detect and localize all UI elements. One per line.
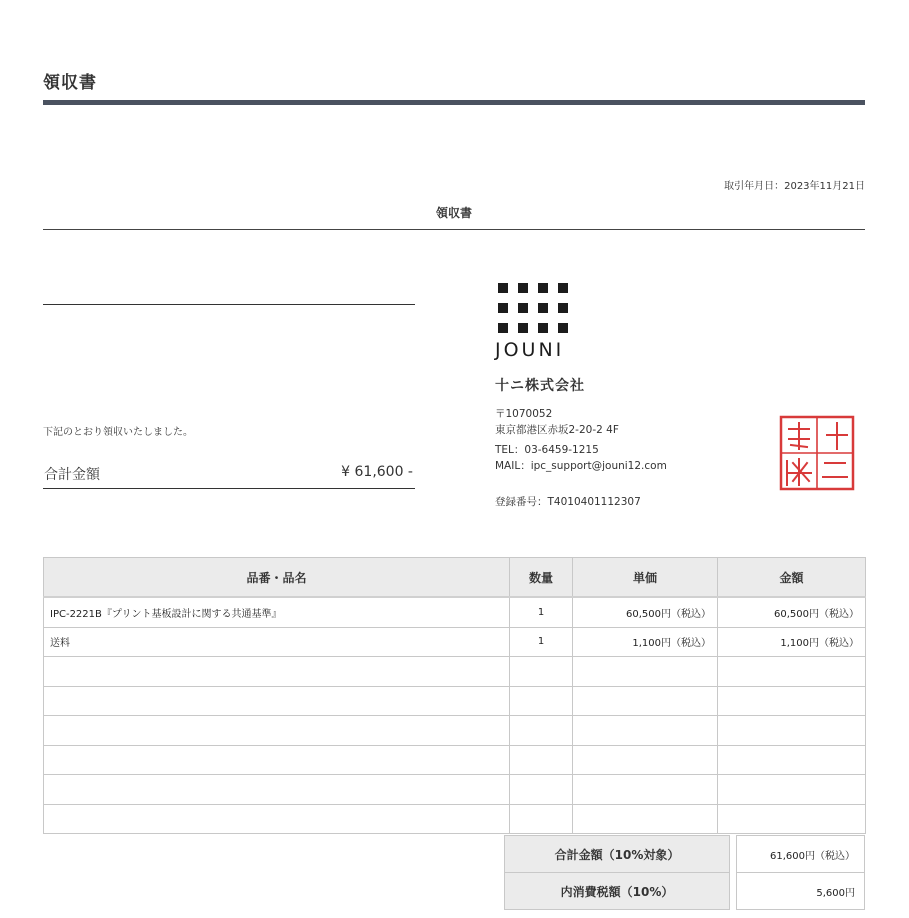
column-header-unit-price: 単価 (573, 558, 718, 598)
company-phone: TEL：03-6459-1215 (495, 444, 599, 456)
column-header-amount: 金額 (718, 558, 866, 598)
table-row (44, 597, 866, 627)
item-qty: 1 (510, 627, 573, 657)
item-amount: 1,100円（税込） (718, 627, 866, 657)
item-unit-price: 1,100円（税込） (573, 627, 718, 657)
heading-divider (43, 100, 865, 105)
item-amount: 60,500円（税込） (718, 597, 866, 627)
total-amount-label: 合計金額 (44, 467, 100, 483)
postal-code: 〒1070052 (495, 408, 553, 420)
transaction-date: 取引年月日：2023年11月21日 (724, 181, 865, 192)
recipient-name-line (43, 304, 415, 305)
summary-total-label: 合計金額（10%対象） (505, 836, 730, 873)
company-logo (495, 283, 575, 360)
item-qty: 1 (510, 597, 573, 627)
receipt-notice: 下記のとおり領収いたしました。 (43, 427, 193, 438)
table-header-row (44, 558, 866, 598)
company-seal-icon (779, 415, 855, 491)
empty-table-row (44, 686, 866, 716)
empty-table-row (44, 716, 866, 746)
registration-number: 登録番号：T4010401112307 (495, 496, 641, 508)
items-table (43, 557, 866, 834)
empty-table-row (44, 657, 866, 687)
item-name: IPC-2221B『プリント基板設計に関する共通基準』 (44, 597, 510, 627)
document-title: 領収書 (435, 206, 472, 220)
summary-total-value: 61,600円（税込） (737, 836, 865, 873)
company-address: 東京都港区赤坂2-20-2 4F (495, 424, 619, 436)
company-name: 十ニ株式会社 (495, 378, 585, 394)
summary-total-row (505, 836, 865, 873)
company-email: MAIL：ipc_support@jouni12.com (495, 460, 667, 472)
column-header-item: 品番・品名 (44, 558, 510, 598)
table-row (44, 627, 866, 657)
page-heading: 領収書 (43, 73, 97, 93)
logo-grid-icon (498, 283, 575, 333)
total-amount-underline (43, 488, 415, 489)
column-header-qty: 数量 (510, 558, 573, 598)
empty-table-row (44, 804, 866, 834)
summary-tax-row (505, 873, 865, 910)
summary-tax-value: 5,600円 (737, 873, 865, 910)
empty-table-row (44, 775, 866, 805)
summary-table (504, 835, 865, 910)
logo-wordmark: JOUNI (495, 339, 565, 361)
item-unit-price: 60,500円（税込） (573, 597, 718, 627)
empty-table-row (44, 745, 866, 775)
item-name: 送料 (44, 627, 510, 657)
summary-tax-label: 内消費税額（10%） (505, 873, 730, 910)
total-amount-value: ¥ 61,600 - (341, 464, 413, 480)
title-divider (43, 229, 865, 230)
